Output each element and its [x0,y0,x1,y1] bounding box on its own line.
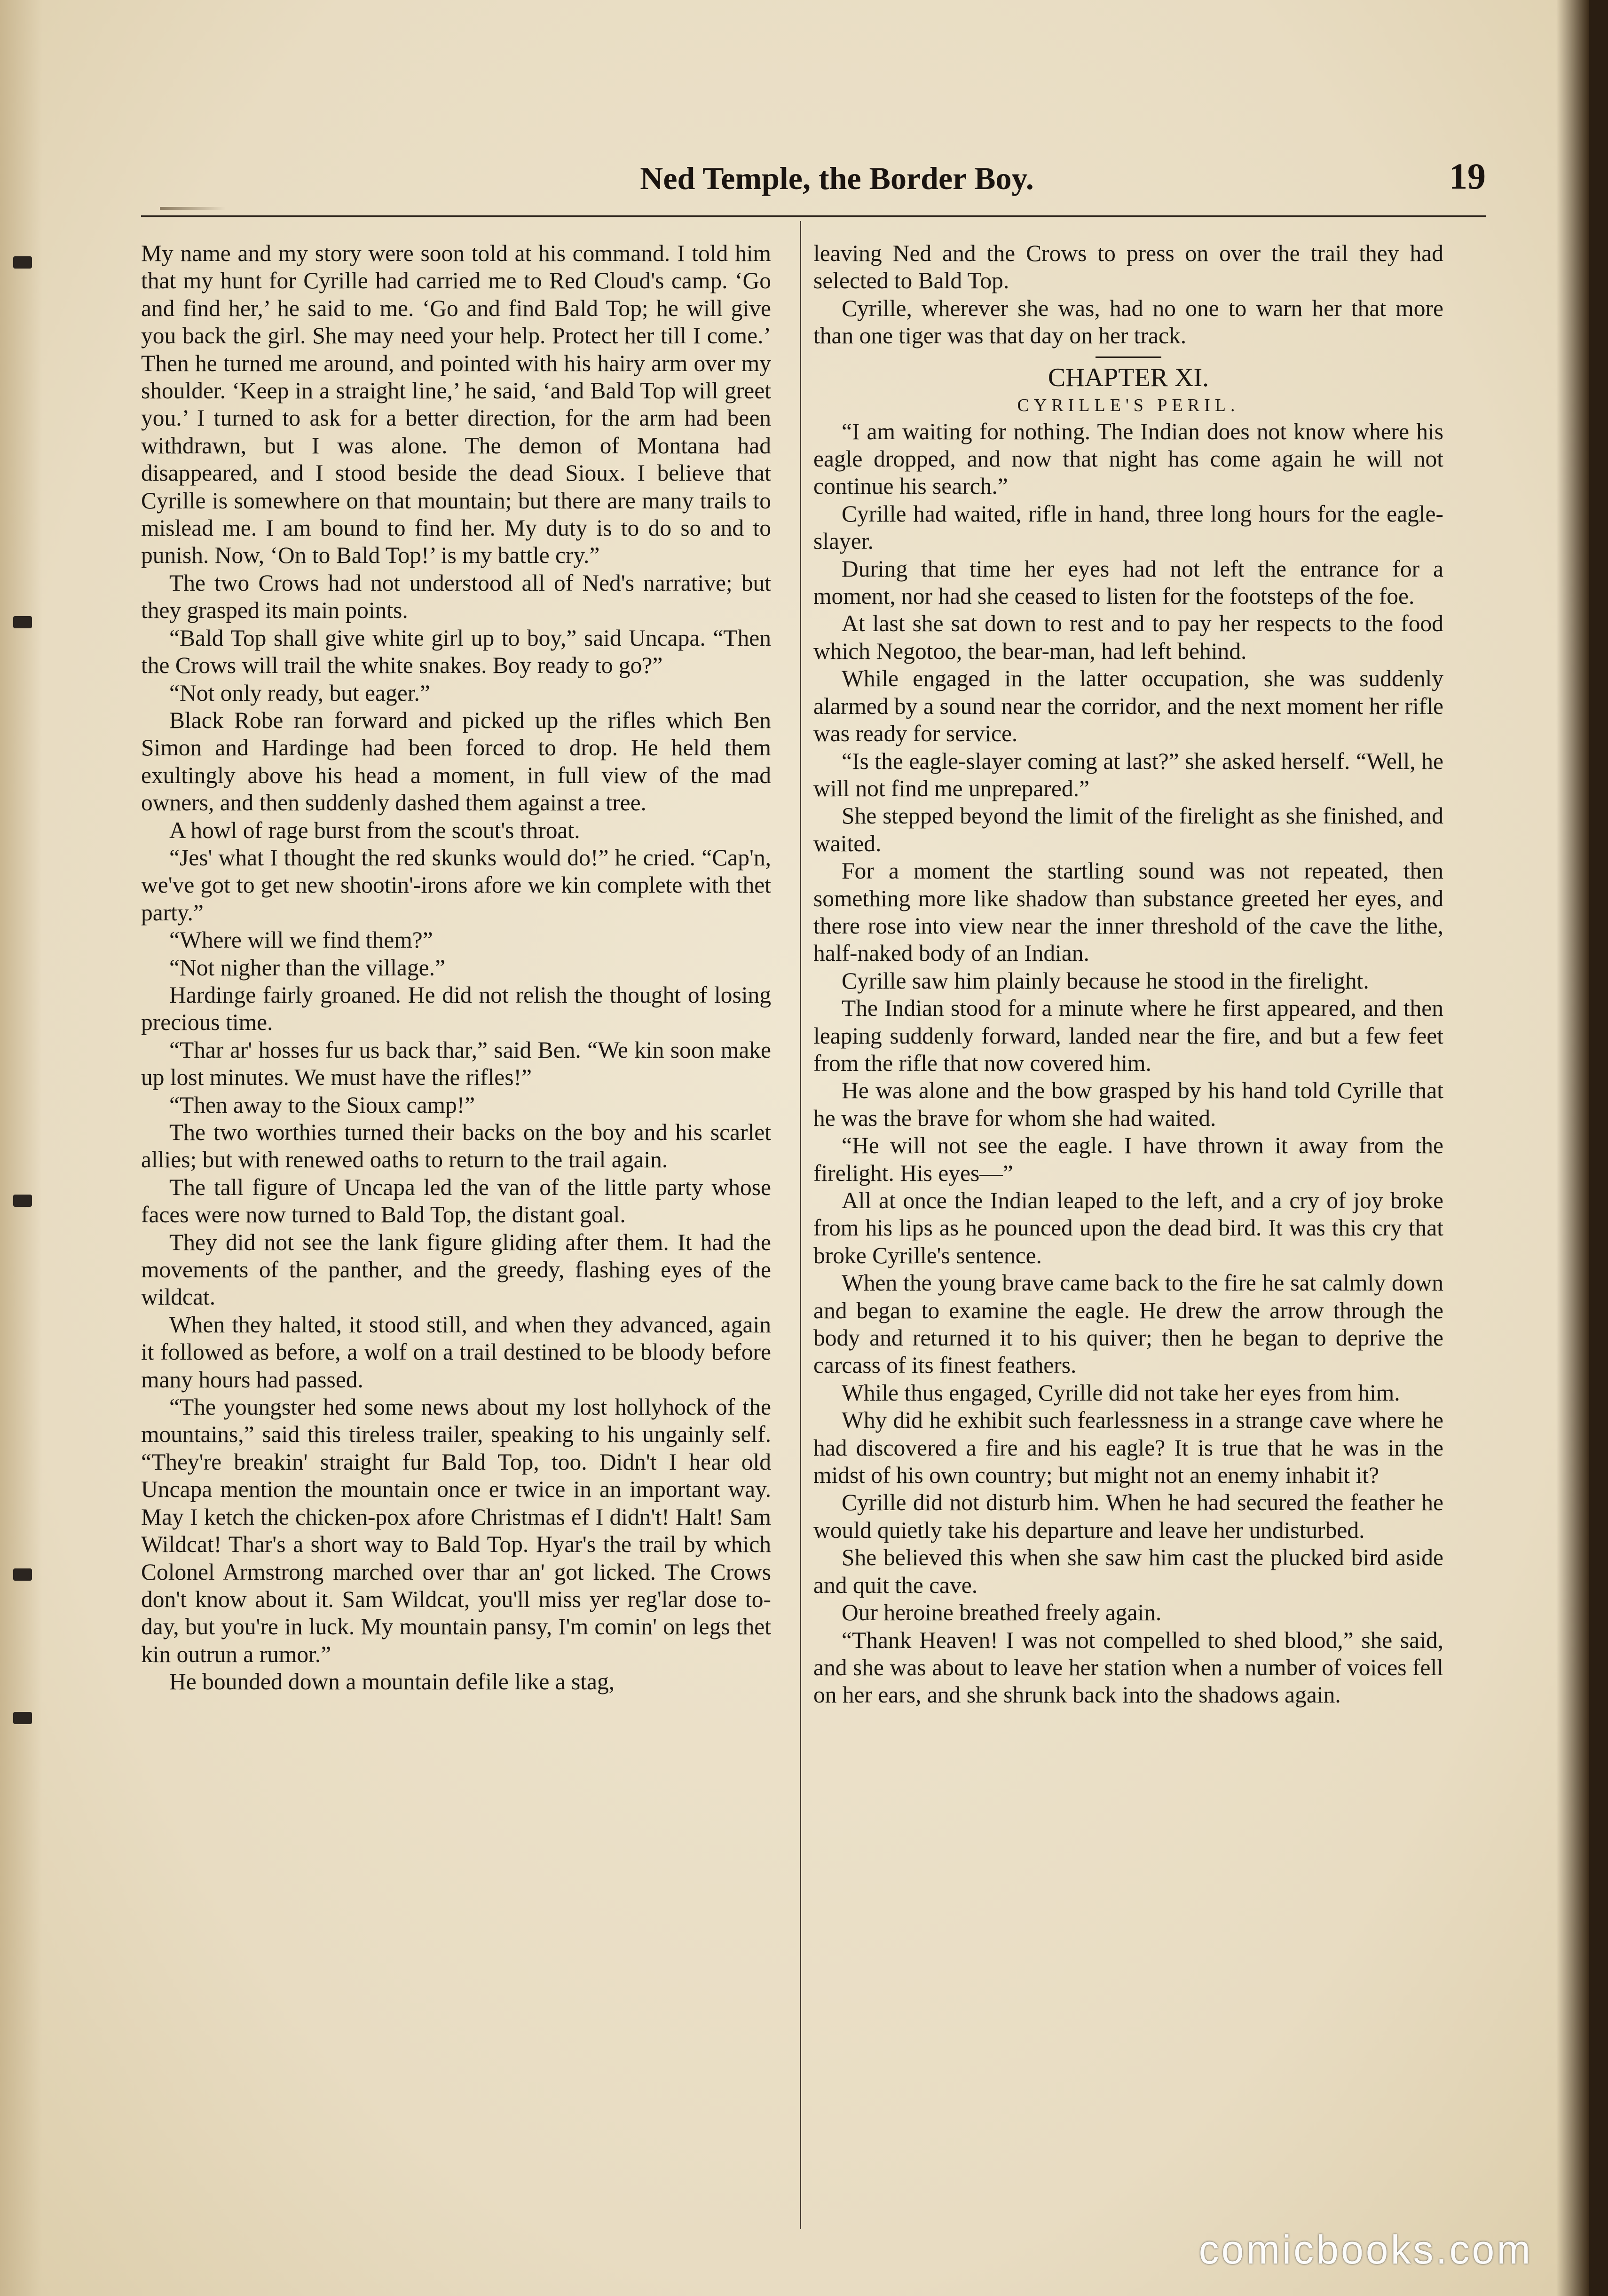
paragraph: At last she sat down to rest and to pay her respects to the food which Negotoo, the bear-man, had left behind. [813,610,1443,664]
paragraph: Our heroine breathed freely again. [842,1599,1162,1626]
paragraph: “Then away to the Sioux camp!” [169,1092,475,1118]
paragraph: For a moment the startling sound was not repeated, then something more like shadow than substance greeted her eyes, and there rose into view near the inner threshold of the cave the lithe, half-naked body of an Indian. [813,858,1443,966]
paragraph: My name and my story were soon told at his command. I told him that my hunt for Cyrille had carried me to Red Cloud's camp. ‘Go and find her,’ he said to me. ‘Go and find Bald Top; he will give you back the girl. She may need your help. Protect her till I come.’ Then he turned me around, and pointed with his hairy arm over my shoulder. ‘Keep in a straight line,’ he said, ‘and Bald Top will greet you.’ I turned to ask for a better direction, for the arm had been withdrawn, but I was alone. The demon of Montana had disappeared, and I stood beside the dead Sioux. I believe that Cyrille is somewhere on that mountain; but there are many trails to mislead me. I am bound to find her. My duty is to do so and to punish. Now, ‘On to Bald Top!’ is my battle cry.” [141,240,771,569]
binding-staple [13,1195,32,1207]
page-header [141,150,1486,207]
chapter-heading: CHAPTER XI. [1048,363,1209,392]
paragraph: She stepped beyond the limit of the firelight as she finished, and waited. [813,803,1443,856]
decorative-mark [160,207,226,210]
paragraph: “I am waiting for nothing. The Indian does not know where his eagle dropped, and now that night has come again he will not continue his search.” [813,418,1443,499]
paragraph: Cyrille had waited, rifle in hand, three long hours for the eagle-slayer. [813,500,1443,554]
binding-staple [13,256,32,269]
paragraph: “Thank Heaven! I was not compelled to shed blood,” she said, and she was about to leave her station when a number of voices fell on her ears, and she shrunk back into the shadows again. [813,1627,1443,1708]
binding-staple [13,1568,32,1581]
paragraph: “Is the eagle-slayer coming at last?” she asked herself. “Well, he will not find me unprepared.” [813,748,1443,801]
paragraph: Cyrille, wherever she was, had no one to warn her that more than one tiger was that day on her track. [813,295,1443,349]
binding-shadow [0,0,42,2296]
paragraph: She believed this when she saw him cast the plucked bird aside and quit the cave. [813,1544,1443,1598]
binding-staple [13,1712,32,1724]
header-rule [141,215,1486,217]
paragraph: The two Crows had not understood all of Ned's narrative; but they grasped its main points. [141,570,771,624]
paragraph: “Not nigher than the village.” [169,954,445,981]
page-edge [1556,0,1589,2296]
paragraph: He was alone and the bow grasped by his hand told Cyrille that he was the brave for whom she had waited. [813,1077,1443,1131]
paragraph: The tall figure of Uncapa led the van of the little party whose faces were now turned to Bald Top, the distant goal. [141,1174,771,1228]
paragraph: He bounded down a mountain defile like a stag, [169,1669,615,1695]
right-column [813,240,1443,1709]
binding-staple [13,616,32,628]
paragraph: “The youngster hed some news about my lost hollyhock of the mountains,” said this tireless trailer, speaking to his ungainly self. “They're breakin' straight fur Bald Top, too. Didn't I hear old Uncapa mention the mountain once er twice in an important way. May I ketch the chicken-pox afore Christmas ef I didn't! Halt! Sam Wildcat! Thar's a short way to Bald Top. Hyar's the trail by which Colonel Armstrong marched over thar an' got licked. The Crows don't know about it. Sam Wildcat, you'll miss yer reg'lar dose to-day, but you're in luck. My mountain pansy, I'm comin' on legs thet kin outrun a rumor.” [141,1394,771,1667]
paragraph: While thus engaged, Cyrille did not take her eyes from him. [842,1379,1400,1406]
paragraph: “Not only ready, but eager.” [169,680,430,706]
paragraph: The Indian stood for a minute where he first appeared, and then leaping suddenly forward, landed near the fire, and but a few feet from the rifle that now covered him. [813,995,1443,1076]
paragraph: When the young brave came back to the fire he sat calmly down and began to examine the eagle. He drew the arrow through the body and returned it to his quiver; then he began to deprive the carcass of its finest feathers. [813,1270,1443,1378]
paragraph: Cyrille saw him plainly because he stood in the firelight. [842,967,1369,994]
left-column [141,240,771,1696]
paragraph: “Jes' what I thought the red skunks would do!” he cried. “Cap'n, we've got to get new shootin'-irons afore we kin complete with thet party.” [141,844,771,926]
paragraph: A howl of rage burst from the scout's throat. [169,817,580,843]
paragraph: “Where will we find them?” [169,927,433,953]
section-rule [1096,356,1161,358]
paragraph: “He will not see the eagle. I have thrown it away from the firelight. His eyes—” [813,1132,1443,1186]
chapter-title: CYRILLE'S PERIL. [1017,395,1240,415]
paragraph: All at once the Indian leaped to the left, and a cry of joy broke from his lips as he pounced upon the dead bird. It was this cry that broke Cyrille's sentence. [813,1188,1443,1268]
paragraph: While engaged in the latter occupation, she was suddenly alarmed by a sound near the corridor, and the next moment her rifle was ready for service. [813,665,1443,747]
paragraph: “Bald Top shall give white girl up to boy,” said Uncapa. “Then the Crows will trail the white snakes. Boy ready to go?” [141,625,771,679]
paragraph: Hardinge fairly groaned. He did not relish the thought of losing precious time. [141,982,771,1036]
page-number: 19 [1449,156,1486,197]
paragraph: During that time her eyes had not left the entrance for a moment, nor had she ceased to listen for the footsteps of the foe. [813,555,1443,610]
site-watermark: comicbooks.com [1198,2227,1533,2272]
paragraph: leaving Ned and the Crows to press on over the trail they had selected to Bald Top. [813,240,1443,294]
paragraph: Why did he exhibit such fearlessness in a strange cave where he had discovered a fire and his eagle? It is true that he was in the midst of his own country; but might not an enemy inhabit it? [813,1407,1443,1488]
paragraph: “Thar ar' hosses fur us back thar,” said Ben. “We kin soon make up lost minutes. We must have the rifles!” [141,1037,771,1091]
paragraph: When they halted, it stood still, and when they advanced, again it followed as before, a wolf on a trail destined to be bloody before many hours had passed. [141,1311,771,1393]
paragraph: Cyrille did not disturb him. When he had secured the feather he would quietly take his departure and leave her undisturbed. [813,1489,1443,1543]
paragraph: Black Robe ran forward and picked up the rifles which Ben Simon and Hardinge had been forced to drop. He held them exultingly above his head a moment, in full view of the mad owners, and then suddenly dashed them against a tree. [141,707,771,816]
column-divider [800,221,801,2229]
paragraph: They did not see the lank figure gliding after them. It had the movements of the panther, and the greedy, flashing eyes of the wildcat. [141,1229,771,1310]
running-title: Ned Temple, the Border Boy. [640,160,1034,196]
paragraph: The two worthies turned their backs on the boy and his scarlet allies; but with renewed oaths to return to the trail again. [141,1119,771,1173]
